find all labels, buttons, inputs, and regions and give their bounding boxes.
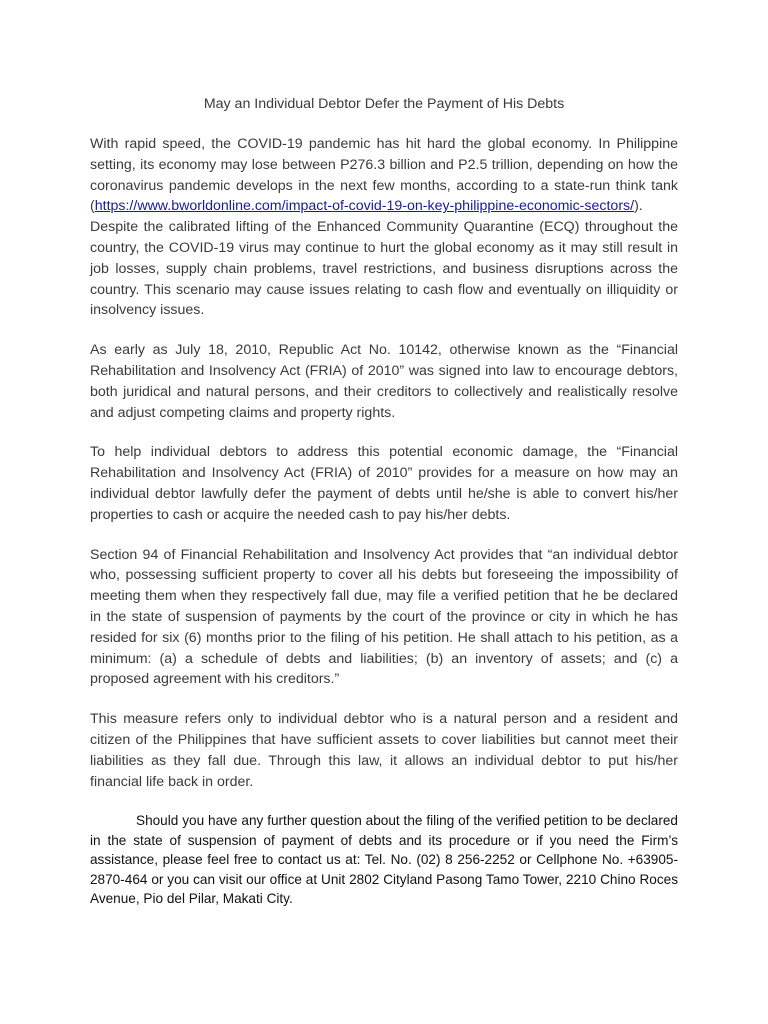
paragraph-covid-impact — [90, 134, 678, 321]
paragraph-contact: Should you have any further question about the filing of the verified petition to be declared in the state of suspension of payment of debts and its procedure or if you need the Firm’s assistance, please feel free to contact us at: Tel. No. (02) 8 256-2252 or Cellphone No. +63905-2870-464 or you can visit our office at Unit 2802 Cityland Pasong Tamo Tower, 2210 Chino Roces Avenue, Pio del Pilar, Makati City. — [90, 813, 678, 907]
paragraph-fria-law: As early as July 18, 2010, Republic Act No. 10142, otherwise known as the “Financial Rehabilitation and Insolvency Act (FRIA) of 2010” was signed into law to encourage debtors, both juridical and natural persons, and their creditors to collectively and realistically resolve and adjust competing claims and property rights. — [90, 342, 678, 421]
paragraph-scope: This measure refers only to individual debtor who is a natural person and a resident and citizen of the Philippines that have sufficient assets to cover liabilities but cannot meet their liabilities as they fall due. Through this law, it allows an individual debtor to put his/her financial life back in order. — [90, 711, 678, 790]
paragraph-measure: To help individual debtors to address this potential economic damage, the “Financial Rehabilitation and Insolvency Act (FRIA) of 2010” provides for a measure on how may an individual debtor lawfully defer the payment of debts until he/she is able to convert his/her properties to cash or acquire the needed cash to pay his/her debts. — [90, 444, 678, 523]
document-page — [90, 94, 678, 909]
bworldonline-link[interactable]: https://www.bworldonline.com/impact-of-covid-19-on-key-philippine-economic-sectors/ — [94, 198, 635, 215]
document-title: May an Individual Debtor Defer the Payment of His Debts — [203, 96, 565, 112]
paragraph-text: ). Despite the calibrated lifting of the Enhanced Community Quarantine (ECQ) throughout the country, the COVID-19 virus may continue to hurt the global economy as it may still result in job losses, supply chain problems, travel restrictions, and business disruptions across the country. This scenario may cause issues relating to cash flow and eventually on illiquidity or insolvency issues. — [90, 198, 678, 319]
paragraph-section-94: Section 94 of Financial Rehabilitation and Insolvency Act provides that “an individual debtor who, possessing sufficient property to cover all his debts but foreseeing the impossibility of meeting them when they respectively fall due, may file a verified petition that he be declared in the state of suspension of payments by the court of the province or city in which he has resided for six (6) months prior to the filing of his petition. He shall attach to his petition, as a minimum: (a) a schedule of debts and liabilities; (b) an inventory of assets; and (c) a proposed agreement with his creditors.” — [90, 546, 678, 688]
paragraph-text: With rapid speed, the COVID-19 pandemic has hit hard the global economy. In Philippine setting, its economy may lose between P276.3 billion and P2.5 trillion, depending on how the coronavirus pandemic develops in the next few months, according to a state-run think tank ( — [90, 136, 678, 215]
